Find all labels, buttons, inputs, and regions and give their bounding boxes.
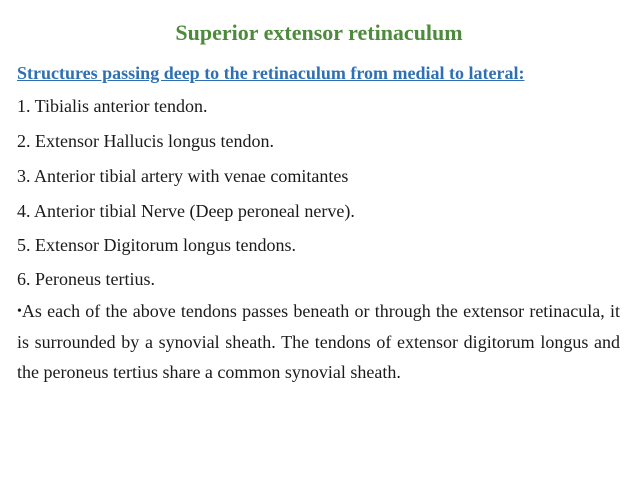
note-text: As each of the above tendons passes beneath or through the extensor retinacula, it is surrounded by a synovial sheath. The tendons of extensor digitorum longus and the peroneus tertius share a common synovial sheath. (17, 301, 620, 382)
list-item-extensor-hallucis: 2. Extensor Hallucis longus tendon. (17, 131, 274, 151)
list-item-peroneus-tertius: 6. Peroneus tertius. (17, 269, 155, 289)
list-item-anterior-tibial-nerve: 4. Anterior tibial Nerve (Deep peroneal nerve). (17, 201, 355, 221)
list-item-tibialis-anterior: 1. Tibialis anterior tendon. (17, 96, 208, 116)
bullet-icon: • (17, 304, 22, 319)
note-paragraph (17, 296, 620, 387)
section-heading: Structures passing deep to the retinaculum from medial to lateral: (17, 63, 525, 83)
list-item-extensor-digitorum: 5. Extensor Digitorum longus tendons. (17, 235, 296, 255)
list-item-anterior-tibial-artery: 3. Anterior tibial artery with venae comitantes (17, 166, 349, 186)
slide-title: Superior extensor retinaculum (175, 20, 463, 45)
